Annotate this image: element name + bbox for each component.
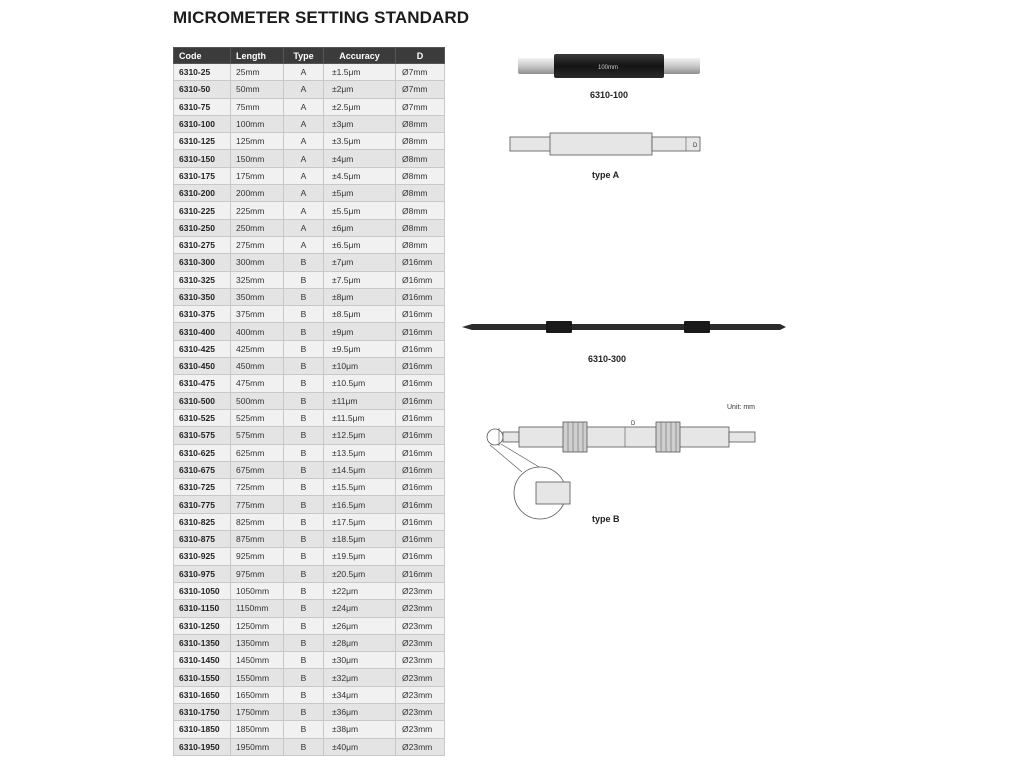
cell-accuracy: ±28μm (324, 634, 396, 651)
table-row (174, 133, 445, 150)
cell-type: B (284, 496, 324, 513)
cell-code: 6310-1750 (174, 703, 231, 720)
header-diameter: D (396, 48, 445, 64)
table-row (174, 306, 445, 323)
cell-accuracy: ±2μm (324, 81, 396, 98)
cell-diameter: Ø16mm (396, 392, 445, 409)
table-row (174, 582, 445, 599)
cell-type: B (284, 703, 324, 720)
table-row (174, 461, 445, 478)
cell-length: 225mm (231, 202, 284, 219)
long-rod-grip-left (546, 321, 572, 333)
cell-diameter: Ø8mm (396, 115, 445, 132)
cell-length: 475mm (231, 375, 284, 392)
type-b-stub-left (503, 432, 519, 442)
cell-length: 350mm (231, 288, 284, 305)
cell-type: B (284, 427, 324, 444)
cell-accuracy: ±22μm (324, 582, 396, 599)
type-b-grip-left (563, 422, 587, 452)
cell-accuracy: ±10μm (324, 358, 396, 375)
caption-6310-100: 6310-100 (590, 90, 629, 100)
cell-accuracy: ±12.5μm (324, 427, 396, 444)
cell-diameter: Ø16mm (396, 340, 445, 357)
cell-accuracy: ±6.5μm (324, 236, 396, 253)
cell-code: 6310-1650 (174, 686, 231, 703)
cell-diameter: Ø8mm (396, 236, 445, 253)
spec-table (173, 47, 445, 756)
cell-code: 6310-400 (174, 323, 231, 340)
cell-code: 6310-625 (174, 444, 231, 461)
cell-accuracy: ±6μm (324, 219, 396, 236)
cell-accuracy: ±20.5μm (324, 565, 396, 582)
header-type: Type (284, 48, 324, 64)
table-row (174, 167, 445, 184)
page-title: MICROMETER SETTING STANDARD (173, 8, 470, 27)
table-row (174, 115, 445, 132)
cell-accuracy: ±8μm (324, 288, 396, 305)
cell-diameter: Ø23mm (396, 738, 445, 755)
cell-type: B (284, 254, 324, 271)
cell-diameter: Ø16mm (396, 254, 445, 271)
cell-length: 1450mm (231, 652, 284, 669)
cell-length: 1850mm (231, 721, 284, 738)
cell-diameter: Ø16mm (396, 358, 445, 375)
cell-accuracy: ±26μm (324, 617, 396, 634)
cell-accuracy: ±7μm (324, 254, 396, 271)
cell-accuracy: ±9μm (324, 323, 396, 340)
cell-diameter: Ø16mm (396, 496, 445, 513)
cell-code: 6310-450 (174, 358, 231, 375)
cell-length: 200mm (231, 185, 284, 202)
table-header-row (174, 48, 445, 64)
type-a-body (550, 133, 652, 155)
cell-code: 6310-425 (174, 340, 231, 357)
cell-length: 300mm (231, 254, 284, 271)
drawing-type-b (470, 410, 770, 530)
cell-length: 1950mm (231, 738, 284, 755)
cell-code: 6310-775 (174, 496, 231, 513)
cell-type: A (284, 81, 324, 98)
cell-length: 125mm (231, 133, 284, 150)
cell-accuracy: ±36μm (324, 703, 396, 720)
cell-code: 6310-150 (174, 150, 231, 167)
cell-type: A (284, 167, 324, 184)
table-row (174, 738, 445, 755)
cell-accuracy: ±7.5μm (324, 271, 396, 288)
caption-6310-300: 6310-300 (588, 354, 627, 364)
cell-diameter: Ø8mm (396, 185, 445, 202)
cell-type: B (284, 669, 324, 686)
cell-type: B (284, 686, 324, 703)
caption-type-b: type B (592, 514, 620, 524)
long-rod-tip-right (780, 324, 786, 330)
cell-length: 500mm (231, 392, 284, 409)
cell-length: 575mm (231, 427, 284, 444)
cell-length: 100mm (231, 115, 284, 132)
table-row (174, 271, 445, 288)
cell-diameter: Ø8mm (396, 133, 445, 150)
cell-diameter: Ø23mm (396, 600, 445, 617)
cell-code: 6310-875 (174, 531, 231, 548)
cell-code: 6310-500 (174, 392, 231, 409)
table-row (174, 288, 445, 305)
cell-diameter: Ø7mm (396, 64, 445, 81)
cell-code: 6310-100 (174, 115, 231, 132)
cell-length: 725mm (231, 479, 284, 496)
cell-accuracy: ±4μm (324, 150, 396, 167)
cell-accuracy: ±1.5μm (324, 64, 396, 81)
cell-type: A (284, 133, 324, 150)
cell-type: B (284, 288, 324, 305)
type-b-end-ring (487, 429, 503, 445)
table-body (174, 64, 445, 756)
table-row (174, 219, 445, 236)
unit-label: Unit: mm (727, 404, 755, 411)
cell-accuracy: ±18.5μm (324, 531, 396, 548)
table-row (174, 375, 445, 392)
cell-diameter: Ø16mm (396, 461, 445, 478)
cell-code: 6310-1850 (174, 721, 231, 738)
long-rod-tip-left (462, 324, 472, 330)
cell-accuracy: ±30μm (324, 652, 396, 669)
table-row (174, 150, 445, 167)
cell-diameter: Ø23mm (396, 652, 445, 669)
cell-diameter: Ø7mm (396, 81, 445, 98)
type-a-dim-label: D (693, 143, 698, 149)
cell-accuracy: ±17.5μm (324, 513, 396, 530)
cell-type: B (284, 444, 324, 461)
cell-length: 325mm (231, 271, 284, 288)
cell-type: B (284, 721, 324, 738)
photo-6310-100 (516, 52, 702, 80)
cell-diameter: Ø23mm (396, 721, 445, 738)
cell-accuracy: ±3.5μm (324, 133, 396, 150)
cell-code: 6310-250 (174, 219, 231, 236)
long-rod-grip-right (684, 321, 710, 333)
cell-type: B (284, 306, 324, 323)
cell-length: 1350mm (231, 634, 284, 651)
cell-code: 6310-375 (174, 306, 231, 323)
rod-end-right (660, 58, 700, 74)
cell-diameter: Ø23mm (396, 703, 445, 720)
cell-type: B (284, 409, 324, 426)
table-row (174, 64, 445, 81)
cell-type: B (284, 392, 324, 409)
cell-code: 6310-675 (174, 461, 231, 478)
type-b-body (519, 427, 729, 447)
cell-length: 775mm (231, 496, 284, 513)
cell-diameter: Ø16mm (396, 409, 445, 426)
cell-length: 25mm (231, 64, 284, 81)
cell-diameter: Ø8mm (396, 202, 445, 219)
cell-code: 6310-325 (174, 271, 231, 288)
cell-code: 6310-50 (174, 81, 231, 98)
cell-length: 275mm (231, 236, 284, 253)
cell-code: 6310-1550 (174, 669, 231, 686)
table-row (174, 652, 445, 669)
table-row (174, 703, 445, 720)
cell-type: B (284, 323, 324, 340)
cell-code: 6310-1050 (174, 582, 231, 599)
header-length: Length (231, 48, 284, 64)
cell-type: A (284, 98, 324, 115)
cell-code: 6310-575 (174, 427, 231, 444)
table-row (174, 479, 445, 496)
cell-accuracy: ±34μm (324, 686, 396, 703)
cell-length: 400mm (231, 323, 284, 340)
cell-diameter: Ø23mm (396, 582, 445, 599)
cell-accuracy: ±3μm (324, 115, 396, 132)
cell-type: A (284, 64, 324, 81)
cell-code: 6310-1350 (174, 634, 231, 651)
cell-code: 6310-975 (174, 565, 231, 582)
cell-type: B (284, 600, 324, 617)
photo-6310-300 (460, 316, 788, 338)
caption-type-a: type A (592, 170, 620, 180)
type-b-stub-right (729, 432, 755, 442)
cell-length: 1650mm (231, 686, 284, 703)
cell-diameter: Ø16mm (396, 444, 445, 461)
type-a-end-left (510, 137, 552, 151)
type-b-dim-label: D (631, 421, 636, 427)
cell-type: A (284, 185, 324, 202)
table-row (174, 686, 445, 703)
cell-code: 6310-300 (174, 254, 231, 271)
cell-type: A (284, 219, 324, 236)
cell-length: 1550mm (231, 669, 284, 686)
cell-type: B (284, 340, 324, 357)
cell-type: B (284, 271, 324, 288)
drawing-type-a (508, 130, 708, 160)
cell-diameter: Ø8mm (396, 219, 445, 236)
cell-accuracy: ±38μm (324, 721, 396, 738)
long-rod-shaft (472, 324, 780, 330)
cell-length: 425mm (231, 340, 284, 357)
cell-code: 6310-75 (174, 98, 231, 115)
cell-code: 6310-825 (174, 513, 231, 530)
table-row (174, 340, 445, 357)
cell-diameter: Ø16mm (396, 375, 445, 392)
cell-type: A (284, 115, 324, 132)
cell-accuracy: ±11.5μm (324, 409, 396, 426)
header-code: Code (174, 48, 231, 64)
cell-diameter: Ø16mm (396, 565, 445, 582)
cell-code: 6310-25 (174, 64, 231, 81)
cell-diameter: Ø16mm (396, 271, 445, 288)
cell-type: B (284, 358, 324, 375)
cell-length: 175mm (231, 167, 284, 184)
table-row (174, 513, 445, 530)
type-b-detail-leader-1 (490, 445, 522, 472)
cell-code: 6310-925 (174, 548, 231, 565)
cell-length: 975mm (231, 565, 284, 582)
cell-length: 1050mm (231, 582, 284, 599)
table-row (174, 358, 445, 375)
cell-diameter: Ø16mm (396, 513, 445, 530)
header-accuracy: Accuracy (324, 48, 396, 64)
cell-type: A (284, 236, 324, 253)
rod-marking: 100mm (597, 65, 619, 71)
table-row (174, 634, 445, 651)
table-row (174, 427, 445, 444)
cell-code: 6310-275 (174, 236, 231, 253)
cell-diameter: Ø16mm (396, 306, 445, 323)
cell-type: B (284, 582, 324, 599)
table-row (174, 565, 445, 582)
table-row (174, 98, 445, 115)
cell-type: B (284, 617, 324, 634)
cell-accuracy: ±5μm (324, 185, 396, 202)
cell-accuracy: ±9.5μm (324, 340, 396, 357)
rod-end-left (518, 58, 558, 74)
cell-diameter: Ø16mm (396, 288, 445, 305)
cell-diameter: Ø16mm (396, 479, 445, 496)
table-row (174, 202, 445, 219)
table-row (174, 617, 445, 634)
cell-type: B (284, 479, 324, 496)
cell-diameter: Ø16mm (396, 427, 445, 444)
cell-accuracy: ±4.5μm (324, 167, 396, 184)
type-b-grip-right (656, 422, 680, 452)
cell-length: 75mm (231, 98, 284, 115)
cell-length: 1250mm (231, 617, 284, 634)
cell-type: B (284, 738, 324, 755)
cell-accuracy: ±16.5μm (324, 496, 396, 513)
cell-length: 625mm (231, 444, 284, 461)
cell-code: 6310-525 (174, 409, 231, 426)
cell-type: B (284, 634, 324, 651)
cell-length: 925mm (231, 548, 284, 565)
table-row (174, 444, 445, 461)
cell-type: B (284, 461, 324, 478)
cell-length: 450mm (231, 358, 284, 375)
cell-code: 6310-1950 (174, 738, 231, 755)
cell-accuracy: ±2.5μm (324, 98, 396, 115)
cell-type: B (284, 548, 324, 565)
cell-type: B (284, 513, 324, 530)
cell-length: 250mm (231, 219, 284, 236)
table-row (174, 496, 445, 513)
cell-diameter: Ø23mm (396, 669, 445, 686)
cell-type: B (284, 565, 324, 582)
table-row (174, 600, 445, 617)
cell-code: 6310-200 (174, 185, 231, 202)
cell-type: B (284, 375, 324, 392)
cell-accuracy: ±5.5μm (324, 202, 396, 219)
cell-type: A (284, 150, 324, 167)
cell-length: 675mm (231, 461, 284, 478)
cell-type: A (284, 202, 324, 219)
cell-diameter: Ø16mm (396, 323, 445, 340)
table-row (174, 81, 445, 98)
cell-code: 6310-475 (174, 375, 231, 392)
table-row (174, 531, 445, 548)
cell-length: 525mm (231, 409, 284, 426)
cell-diameter: Ø23mm (396, 634, 445, 651)
table-row (174, 236, 445, 253)
type-b-detail-rod (536, 482, 570, 504)
cell-accuracy: ±13.5μm (324, 444, 396, 461)
cell-accuracy: ±8.5μm (324, 306, 396, 323)
cell-code: 6310-225 (174, 202, 231, 219)
cell-length: 150mm (231, 150, 284, 167)
cell-code: 6310-1150 (174, 600, 231, 617)
cell-accuracy: ±14.5μm (324, 461, 396, 478)
cell-code: 6310-1250 (174, 617, 231, 634)
table-row (174, 669, 445, 686)
cell-type: B (284, 531, 324, 548)
cell-diameter: Ø16mm (396, 531, 445, 548)
table-row (174, 409, 445, 426)
cell-length: 1150mm (231, 600, 284, 617)
table-row (174, 185, 445, 202)
cell-length: 825mm (231, 513, 284, 530)
table-row (174, 392, 445, 409)
cell-length: 875mm (231, 531, 284, 548)
cell-length: 1750mm (231, 703, 284, 720)
cell-accuracy: ±15.5μm (324, 479, 396, 496)
cell-code: 6310-725 (174, 479, 231, 496)
table-row (174, 323, 445, 340)
cell-diameter: Ø8mm (396, 150, 445, 167)
cell-length: 375mm (231, 306, 284, 323)
cell-length: 50mm (231, 81, 284, 98)
cell-diameter: Ø7mm (396, 98, 445, 115)
cell-diameter: Ø23mm (396, 617, 445, 634)
cell-code: 6310-350 (174, 288, 231, 305)
cell-accuracy: ±40μm (324, 738, 396, 755)
cell-accuracy: ±19.5μm (324, 548, 396, 565)
cell-diameter: Ø8mm (396, 167, 445, 184)
table-row (174, 721, 445, 738)
table-row (174, 548, 445, 565)
cell-code: 6310-1450 (174, 652, 231, 669)
cell-accuracy: ±11μm (324, 392, 396, 409)
cell-diameter: Ø16mm (396, 548, 445, 565)
cell-accuracy: ±32μm (324, 669, 396, 686)
cell-diameter: Ø23mm (396, 686, 445, 703)
cell-code: 6310-125 (174, 133, 231, 150)
cell-type: B (284, 652, 324, 669)
cell-code: 6310-175 (174, 167, 231, 184)
table-row (174, 254, 445, 271)
cell-accuracy: ±24μm (324, 600, 396, 617)
cell-accuracy: ±10.5μm (324, 375, 396, 392)
